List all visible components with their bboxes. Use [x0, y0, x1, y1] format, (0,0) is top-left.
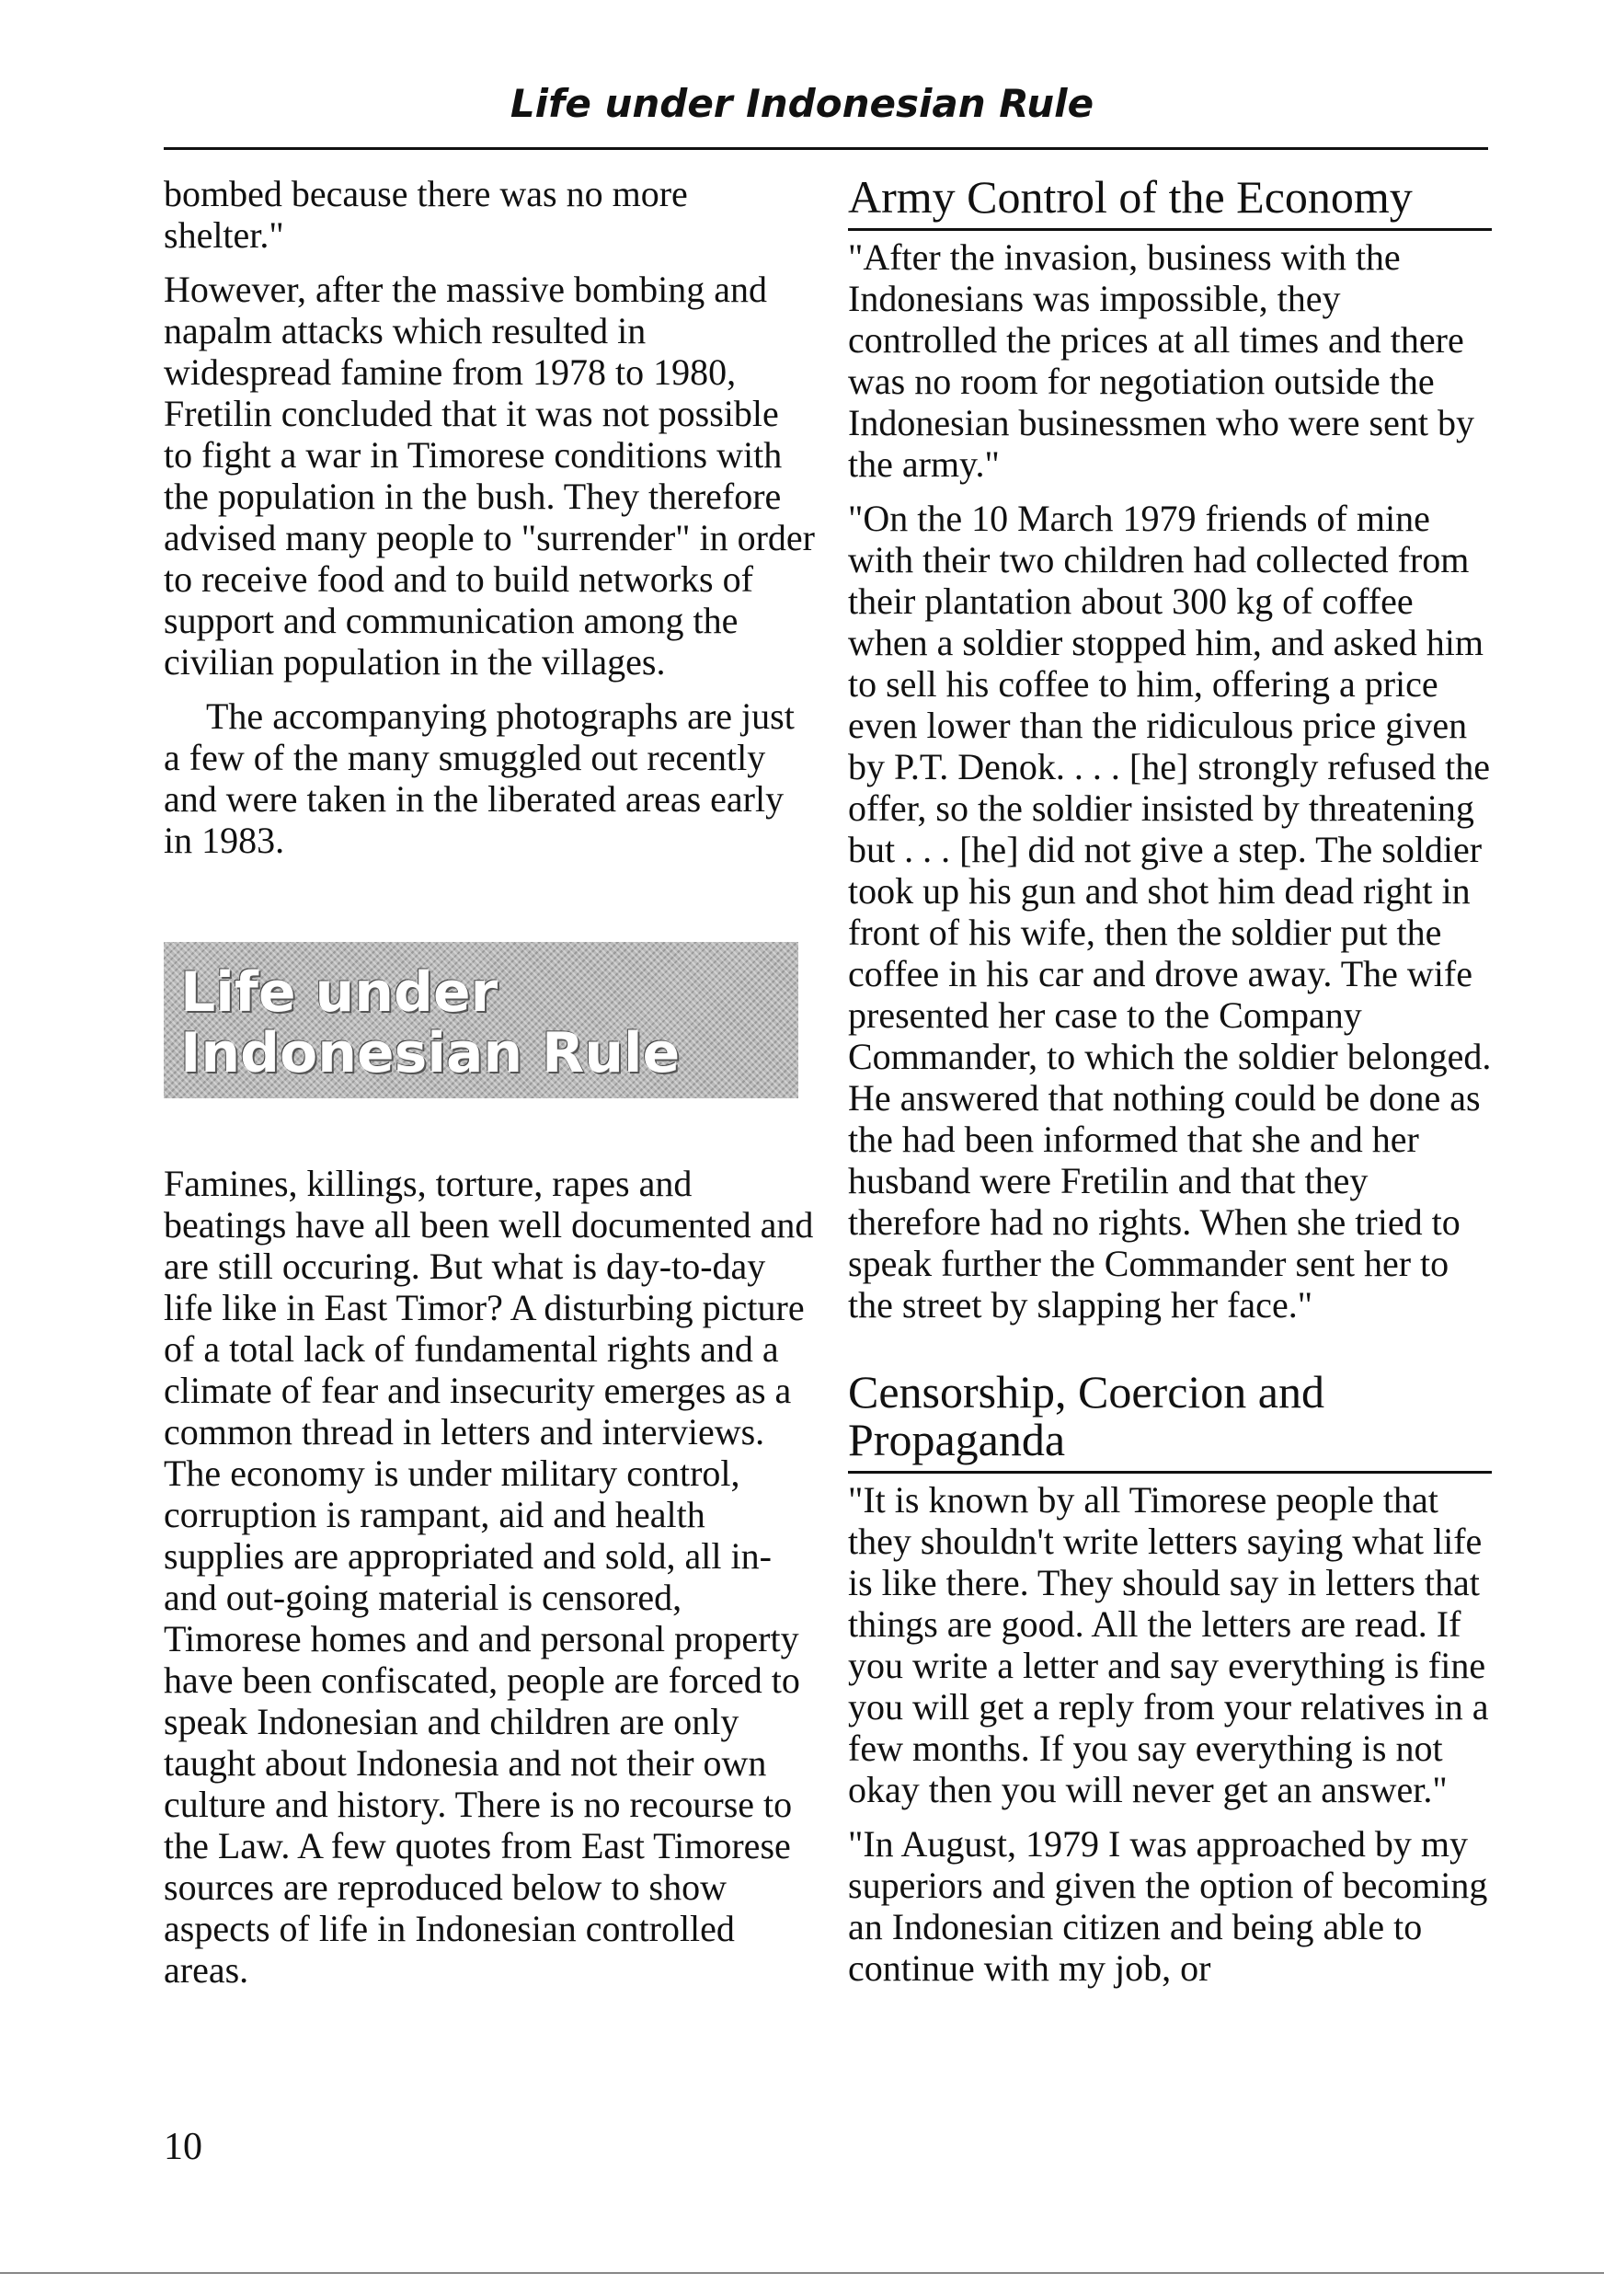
header-rule: [164, 147, 1488, 150]
left-paragraph-2: However, after the massive bombing and napalm attacks which resulted in widespread famine from 1978 to 1980, Fretilin concluded that it was not possible to fight a war in Timorese conditions with the population in the bush. They therefore advised many people to "surrender" in order to receive food and to build networks of support and communication among the civilian population in the villages.: [164, 269, 815, 683]
right-paragraph-4: "In August, 1979 I was approached by my superiors and given the option of becoming an Indonesian citizen and being able to continue with my job, or: [848, 1823, 1488, 1989]
left-paragraph-1: bombed because there was no more shelter.": [164, 173, 688, 256]
heading-army-control: Army Control of the Economy: [848, 173, 1492, 231]
right-paragraph-2: "On the 10 March 1979 friends of mine with their two children had collected from their plantation about 300 kg of coffee when a soldier stopped him, and asked him to sell his coffee to him, offering a price even lower than the ridiculous price given by P.T. Denok. . . . [he] strongly refused the offer, so the soldier insisted by threatening but . . . [he] did not give a step. The soldier took up his gun and shot him dead right in front of his wife, then the soldier put the coffee in his car and drove away. The wife presented her case to the Company Commander, to which the soldier belonged. He answered that nothing could be done as the had been informed that she and her husband were Fretilin and that they therefore had no rights. When she tried to speak further the Commander sent her to the street by slapping her face.": [848, 498, 1492, 1326]
right-column: [848, 173, 1492, 2002]
left-paragraph-3: The accompanying photographs are just a few of the many smuggled out recently and were taken in the liberated areas early in 1983.: [164, 695, 795, 861]
right-paragraph-3: "It is known by all Timorese people that they shouldn't write letters saying what life is like there. They should say in letters that things are good. All the letters are read. If you write a letter and say everything is fine you will get a reply from your relatives in a few months. If you say everything is not okay then you will never get an answer.": [848, 1479, 1489, 1810]
banner-title: Life under Indonesian Rule: [180, 960, 681, 1085]
left-column: [164, 173, 815, 2003]
section-banner: [164, 942, 798, 1098]
right-paragraph-1: "After the invasion, business with the Indonesians was impossible, they controlled the prices at all times and there was no room for negotiation outside the Indonesian businessmen who were sent by the army.": [848, 236, 1474, 485]
bottom-edge-rule: [0, 2272, 1604, 2274]
running-head: Life under Indonesian Rule: [510, 81, 1094, 126]
left-paragraph-4: Famines, killings, torture, rapes and beatings have all been well documented and are still occuring. But what is day-to-day life like in East Timor? A disturbing picture of a total lack of fundamental rights and a climate of fear and insecurity emerges as a common thread in letters and interviews. The economy is under military control, corruption is rampant, aid and health supplies are appropriated and sold, all in- and out-going material is censored, Timorese homes and and personal property have been confiscated, people are forced to speak Indonesian and children are only taught about Indonesia and not their own culture and history. There is no recourse to the Law. A few quotes from East Timorese sources are reproduced below to show aspects of life in Indonesian controlled areas.: [164, 1163, 814, 1991]
heading-censorship: Censorship, Coercion and Propaganda: [848, 1368, 1492, 1474]
page-number: 10: [164, 2126, 202, 2168]
